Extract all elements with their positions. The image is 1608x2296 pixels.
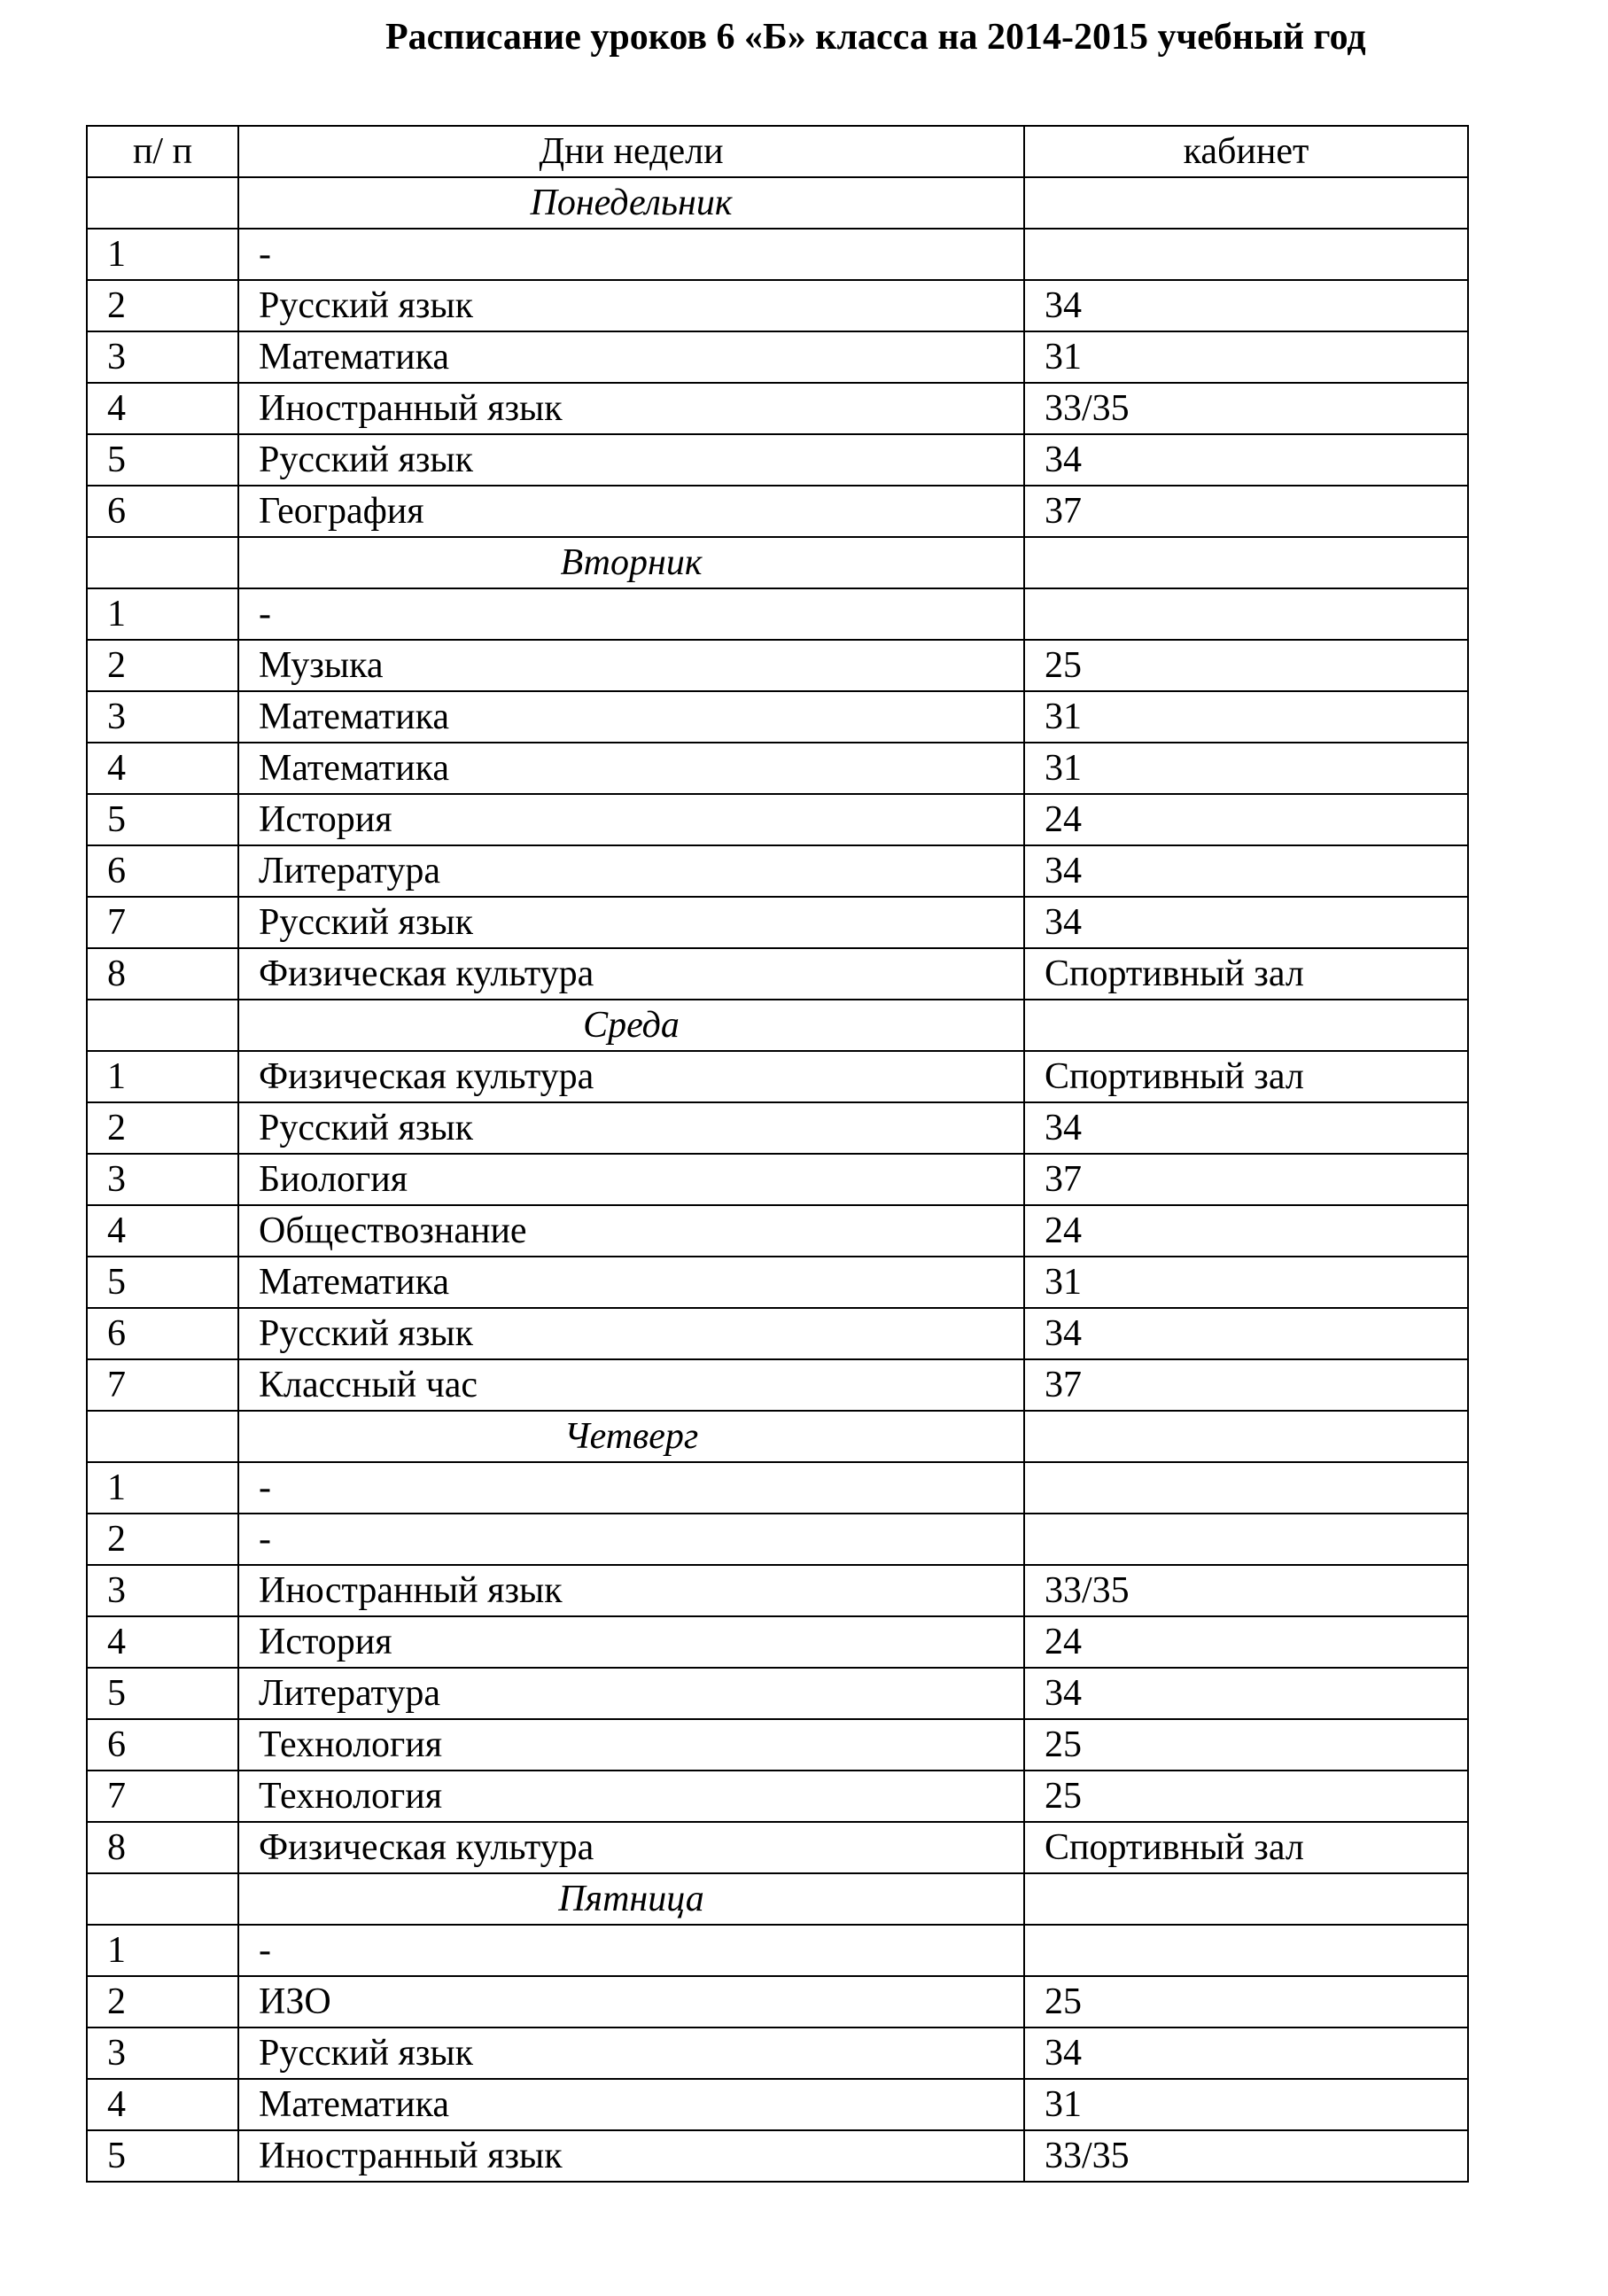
day-name: Понедельник: [238, 177, 1024, 229]
lesson-row: [87, 486, 1468, 537]
lesson-room: Спортивный зал: [1024, 1822, 1468, 1873]
lesson-row: [87, 1051, 1468, 1102]
lesson-row: [87, 383, 1468, 434]
lesson-room: 31: [1024, 691, 1468, 743]
lesson-row: [87, 1154, 1468, 1205]
lesson-number: 3: [87, 1565, 238, 1616]
lesson-subject: Физическая культура: [238, 1822, 1024, 1873]
lesson-row: [87, 1719, 1468, 1771]
header-row: [87, 126, 1468, 177]
lesson-subject: География: [238, 486, 1024, 537]
lesson-row: [87, 1822, 1468, 1873]
lesson-subject: Математика: [238, 691, 1024, 743]
day-row: [87, 1873, 1468, 1925]
lesson-row: [87, 1257, 1468, 1308]
lesson-row: [87, 434, 1468, 486]
lesson-row: [87, 897, 1468, 948]
day-name: Вторник: [238, 537, 1024, 588]
lesson-room: 25: [1024, 1976, 1468, 2027]
lesson-subject: Иностранный язык: [238, 383, 1024, 434]
lesson-subject: Иностранный язык: [238, 1565, 1024, 1616]
lesson-subject: Литература: [238, 845, 1024, 897]
lesson-row: [87, 1205, 1468, 1257]
lesson-room: 31: [1024, 2079, 1468, 2130]
header-number: п/ п: [87, 126, 238, 177]
lesson-subject: Русский язык: [238, 2027, 1024, 2079]
lesson-number: 8: [87, 1822, 238, 1873]
lesson-number: 6: [87, 1308, 238, 1359]
lesson-number: 5: [87, 434, 238, 486]
header-days: Дни недели: [238, 126, 1024, 177]
lesson-number: 4: [87, 383, 238, 434]
header-room: кабинет: [1024, 126, 1468, 177]
lesson-number: 1: [87, 1051, 238, 1102]
lesson-subject: Обществознание: [238, 1205, 1024, 1257]
lesson-subject: Русский язык: [238, 434, 1024, 486]
lesson-subject: Математика: [238, 331, 1024, 383]
lesson-row: [87, 588, 1468, 640]
lesson-row: [87, 1462, 1468, 1514]
lesson-subject: Физическая культура: [238, 948, 1024, 1000]
lesson-room: 31: [1024, 331, 1468, 383]
lesson-number: 1: [87, 229, 238, 280]
lesson-row: [87, 1102, 1468, 1154]
day-number-cell: [87, 1000, 238, 1051]
lesson-room: [1024, 229, 1468, 280]
day-name: Среда: [238, 1000, 1024, 1051]
day-room-cell: [1024, 537, 1468, 588]
day-number-cell: [87, 1411, 238, 1462]
lesson-row: [87, 1308, 1468, 1359]
lesson-room: [1024, 1925, 1468, 1976]
lesson-subject: Русский язык: [238, 1102, 1024, 1154]
lesson-room: 37: [1024, 486, 1468, 537]
lesson-row: [87, 845, 1468, 897]
day-room-cell: [1024, 1000, 1468, 1051]
lesson-subject: ИЗО: [238, 1976, 1024, 2027]
day-row: [87, 177, 1468, 229]
lesson-subject: Классный час: [238, 1359, 1024, 1411]
lesson-subject: История: [238, 794, 1024, 845]
lesson-row: [87, 331, 1468, 383]
lesson-room: 25: [1024, 640, 1468, 691]
lesson-number: 5: [87, 794, 238, 845]
lesson-row: [87, 229, 1468, 280]
lesson-subject: Русский язык: [238, 280, 1024, 331]
lesson-room: 25: [1024, 1771, 1468, 1822]
lesson-room: [1024, 1514, 1468, 1565]
lesson-room: [1024, 1462, 1468, 1514]
lesson-room: 33/35: [1024, 2130, 1468, 2182]
lesson-number: 7: [87, 1771, 238, 1822]
lesson-subject: История: [238, 1616, 1024, 1668]
lesson-row: [87, 1616, 1468, 1668]
lesson-subject: -: [238, 229, 1024, 280]
day-name: Четверг: [238, 1411, 1024, 1462]
lesson-row: [87, 1976, 1468, 2027]
schedule-body: [87, 126, 1468, 2182]
lesson-row: [87, 2027, 1468, 2079]
lesson-row: [87, 640, 1468, 691]
day-room-cell: [1024, 177, 1468, 229]
lesson-row: [87, 1668, 1468, 1719]
lesson-room: 34: [1024, 2027, 1468, 2079]
lesson-number: 4: [87, 743, 238, 794]
lesson-subject: Физическая культура: [238, 1051, 1024, 1102]
lesson-number: 2: [87, 280, 238, 331]
lesson-room: Спортивный зал: [1024, 1051, 1468, 1102]
lesson-number: 3: [87, 331, 238, 383]
day-row: [87, 1000, 1468, 1051]
lesson-room: 33/35: [1024, 1565, 1468, 1616]
page-title: Расписание уроков 6 «Б» класса на 2014-2015 учебный год: [385, 17, 1366, 58]
lesson-room: 31: [1024, 743, 1468, 794]
lesson-room: 37: [1024, 1359, 1468, 1411]
lesson-subject: Технология: [238, 1719, 1024, 1771]
lesson-subject: -: [238, 1514, 1024, 1565]
day-row: [87, 537, 1468, 588]
lesson-number: 4: [87, 1205, 238, 1257]
lesson-room: 37: [1024, 1154, 1468, 1205]
lesson-number: 3: [87, 1154, 238, 1205]
lesson-room: 24: [1024, 794, 1468, 845]
lesson-number: 2: [87, 1514, 238, 1565]
lesson-room: 24: [1024, 1616, 1468, 1668]
lesson-room: 34: [1024, 1308, 1468, 1359]
lesson-number: 6: [87, 845, 238, 897]
lesson-number: 5: [87, 1668, 238, 1719]
lesson-number: 8: [87, 948, 238, 1000]
lesson-subject: Литература: [238, 1668, 1024, 1719]
lesson-subject: Технология: [238, 1771, 1024, 1822]
day-room-cell: [1024, 1873, 1468, 1925]
lesson-room: 24: [1024, 1205, 1468, 1257]
lesson-number: 4: [87, 2079, 238, 2130]
lesson-number: 1: [87, 1925, 238, 1976]
lesson-number: 7: [87, 1359, 238, 1411]
lesson-row: [87, 794, 1468, 845]
lesson-row: [87, 2130, 1468, 2182]
lesson-subject: Русский язык: [238, 1308, 1024, 1359]
lesson-row: [87, 2079, 1468, 2130]
lesson-room: 31: [1024, 1257, 1468, 1308]
lesson-row: [87, 1565, 1468, 1616]
lesson-room: 33/35: [1024, 383, 1468, 434]
lesson-room: 34: [1024, 1668, 1468, 1719]
day-number-cell: [87, 537, 238, 588]
lesson-number: 5: [87, 2130, 238, 2182]
lesson-row: [87, 1359, 1468, 1411]
lesson-row: [87, 1771, 1468, 1822]
lesson-row: [87, 691, 1468, 743]
lesson-room: 34: [1024, 845, 1468, 897]
lesson-number: 6: [87, 1719, 238, 1771]
day-number-cell: [87, 1873, 238, 1925]
lesson-subject: -: [238, 588, 1024, 640]
lesson-number: 6: [87, 486, 238, 537]
lesson-subject: -: [238, 1925, 1024, 1976]
lesson-number: 2: [87, 1976, 238, 2027]
lesson-number: 3: [87, 691, 238, 743]
schedule-table: [86, 125, 1469, 2183]
lesson-number: 3: [87, 2027, 238, 2079]
lesson-number: 7: [87, 897, 238, 948]
lesson-number: 5: [87, 1257, 238, 1308]
lesson-room: 34: [1024, 897, 1468, 948]
lesson-row: [87, 743, 1468, 794]
lesson-row: [87, 1925, 1468, 1976]
lesson-subject: Иностранный язык: [238, 2130, 1024, 2182]
lesson-room: 34: [1024, 1102, 1468, 1154]
lesson-room: [1024, 588, 1468, 640]
day-number-cell: [87, 177, 238, 229]
lesson-subject: Математика: [238, 743, 1024, 794]
day-row: [87, 1411, 1468, 1462]
lesson-room: 34: [1024, 434, 1468, 486]
lesson-room: 25: [1024, 1719, 1468, 1771]
lesson-subject: Математика: [238, 1257, 1024, 1308]
day-name: Пятница: [238, 1873, 1024, 1925]
lesson-number: 2: [87, 640, 238, 691]
lesson-row: [87, 948, 1468, 1000]
day-room-cell: [1024, 1411, 1468, 1462]
lesson-number: 1: [87, 588, 238, 640]
lesson-subject: Биология: [238, 1154, 1024, 1205]
lesson-room: Спортивный зал: [1024, 948, 1468, 1000]
lesson-number: 4: [87, 1616, 238, 1668]
lesson-number: 2: [87, 1102, 238, 1154]
lesson-subject: Русский язык: [238, 897, 1024, 948]
lesson-subject: -: [238, 1462, 1024, 1514]
lesson-number: 1: [87, 1462, 238, 1514]
lesson-row: [87, 1514, 1468, 1565]
lesson-room: 34: [1024, 280, 1468, 331]
lesson-subject: Музыка: [238, 640, 1024, 691]
lesson-row: [87, 280, 1468, 331]
lesson-subject: Математика: [238, 2079, 1024, 2130]
